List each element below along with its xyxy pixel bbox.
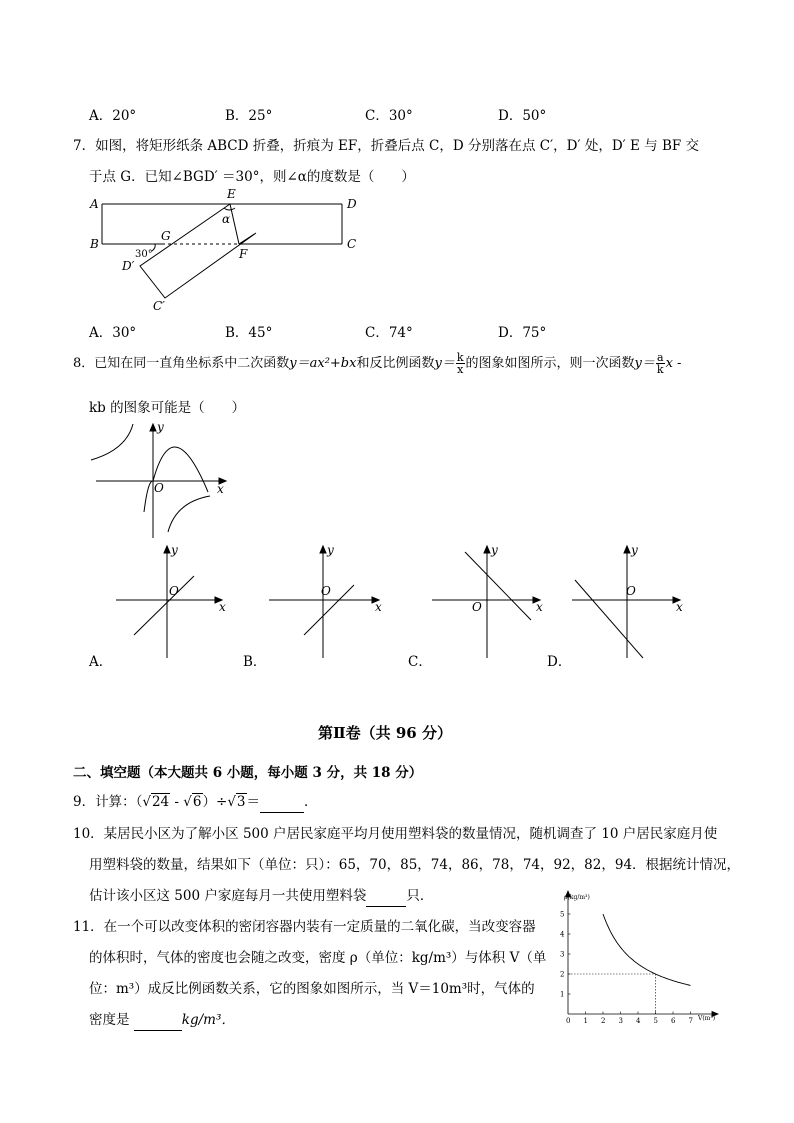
q8-option-b-graph [267,540,392,660]
q11-text-line2: 的体积时，气体的密度也会随之改变，密度 ρ（单位：kg/m³）与体积 V（单 [89,950,547,966]
q7-option-a: A．30° [89,325,137,341]
q8-option-b: B． [243,654,267,670]
q9-end: ． [304,794,318,810]
q7-option-b: B．45° [225,325,273,341]
section-2-heading: 二、填空题（本大题共 6 小题，每小题 3 分，共 18 分） [73,765,423,781]
x-tick-label: 5 [653,1017,658,1025]
q7-text-line2: 于点 G．已知∠BGD′ ＝30°，则∠α的度数是（ ） [89,169,415,185]
axis-y: y [171,543,178,557]
axis-y: y [491,543,498,557]
frac-num: a [656,351,664,364]
hyperbola-right-branch [168,496,210,532]
sqrt-sign: √ [183,794,192,810]
q11-line4-pre: 密度是 [89,1012,134,1028]
axis-x: x [676,600,683,614]
sqrt-sign: √ [142,794,151,810]
section-2-title: 第Ⅱ卷（共 96 分） [318,724,452,742]
q7-text-line1: 7．如图，将矩形纸条 ABCD 折叠，折痕为 EF，折叠后点 C，D 分别落在点 C′，D′ 处，D′ E 与 BF 交 [73,138,700,154]
q8-linear-lhs: y＝ [634,356,655,371]
q9-minus: - [170,794,184,810]
q9-radicand-1: 24 [151,794,170,810]
q8-pre: 8．已知在同一直角坐标系中二次函数 [73,356,290,371]
axis-origin: O [169,584,179,598]
q8-inverse-fraction [456,352,465,375]
label-f: F [239,247,248,261]
q6-option-b: B．25° [225,108,273,124]
chart-ylabel: ρ(kg/m³) [564,894,590,901]
axis-origin: O [626,584,636,598]
q9-pre: 9．计算：（ [73,794,143,810]
x-tick-label: 2 [601,1017,606,1025]
answer-blank[interactable] [366,890,406,907]
x-tick-label: 3 [618,1017,623,1025]
q8-linear-fraction [656,352,665,375]
axis-x: x [375,600,382,614]
q11-line4-post: kg/m³． [181,1012,235,1028]
y-tick-label: 4 [560,930,565,939]
answer-blank[interactable] [260,796,304,813]
label-b: B [90,237,99,251]
axis-origin: O [472,600,482,614]
axis-y: y [631,543,638,557]
label-d: D [347,197,357,211]
parabola [144,447,208,512]
q6-option-c: C．30° [365,108,413,124]
y-tick-label: 3 [560,950,565,959]
hyperbola-left-branch [91,424,133,460]
q6-option-d: D．50° [498,108,547,124]
label-c-prime: C′ [153,299,165,313]
q9-radicand-3: 3 [236,794,246,810]
chart-xlabel: V(m³) [698,1015,716,1022]
y-tick-label: 5 [560,910,565,919]
q8-option-c: C． [408,654,432,670]
q10-text-line2: 用塑料袋的数量，结果如下（单位：只）：65，70，85，74，86，78，74，92，82，94．根据统计情况， [89,857,741,873]
density-chart [553,886,728,1026]
axis-y: y [157,420,164,434]
frac-den: x [457,363,464,376]
q10-text-line1: 10．某居民小区为了解小区 500 户居民家庭平均月使用塑料袋的数量情况，随机调查了 10 户居民家庭月使 [73,826,718,842]
label-g: G [161,229,171,243]
q10-text-line3 [89,884,433,907]
frac-num: k [456,351,464,364]
axis-origin: O [154,481,164,495]
q8-text-line1 [73,352,681,375]
q6-option-a: A．20° [89,108,137,124]
label-c: C [347,237,357,251]
q8-quadratic: y＝ax²+bx [289,356,357,371]
q9-div: ）÷ [202,794,228,810]
label-a: A [90,197,99,211]
axis-y: y [327,543,334,557]
q8-option-a-graph [112,540,237,660]
q10-line3-post: 只． [406,888,434,904]
q8-text-line2: kb 的图象可能是（ ） [89,400,246,416]
label-angle-30: 30° [135,249,153,260]
q8-mid: 和反比例函数 [356,356,435,371]
label-e: E [227,187,236,201]
q8-option-c-graph [430,540,555,660]
sqrt-sign: √ [227,794,236,810]
q8-inverse-lhs: y＝ [434,356,455,371]
x-tick-label: 1 [583,1017,588,1025]
answer-blank[interactable] [134,1014,182,1031]
chart-axes [566,891,719,1017]
axis-x: x [217,482,224,496]
q8-option-a: A． [89,654,113,670]
q9-text [73,790,318,813]
x-tick-label: 0 [566,1017,571,1025]
q10-line3-pre: 估计该小区这 500 户家庭每月一共使用塑料袋 [89,888,367,904]
q8-option-d: D． [547,654,572,670]
q9-radicand-2: 6 [192,794,202,810]
q7-option-c: C．74° [365,325,413,341]
q11-text-line1: 11．在一个可以改变体积的密闭容器内装有一定质量的二氧化碳，当改变容器 [73,919,536,935]
label-alpha: α [222,212,231,226]
q9-eq: ＝ [246,794,261,810]
x-tick-label: 4 [636,1017,641,1025]
q8-option-d-graph [570,540,695,660]
axis-origin: O [321,584,331,598]
series-curve [603,914,691,985]
q7-figure [85,186,375,316]
x-tick-label: 6 [671,1017,676,1025]
y-tick-label: 1 [560,990,565,999]
q7-option-d: D．75° [498,325,547,341]
q8-main-graph [88,420,238,540]
label-d-prime: D′ [122,259,135,273]
line-a [134,576,194,635]
q8-mid2: 的图象如图所示，则一次函数 [465,356,635,371]
y-tick-label: 2 [560,970,565,979]
frac-den: k [656,363,664,376]
x-tick-label: 7 [688,1017,693,1025]
axis-x: x [536,600,543,614]
q11-text-line3: 位：m³）成反比例函数关系，它的图象如图所示，当 V＝10m³时，气体的 [89,981,535,997]
axis-x: x [219,600,226,614]
q8-linear-rest: x - [665,356,682,371]
q11-text-line4 [89,1008,235,1031]
